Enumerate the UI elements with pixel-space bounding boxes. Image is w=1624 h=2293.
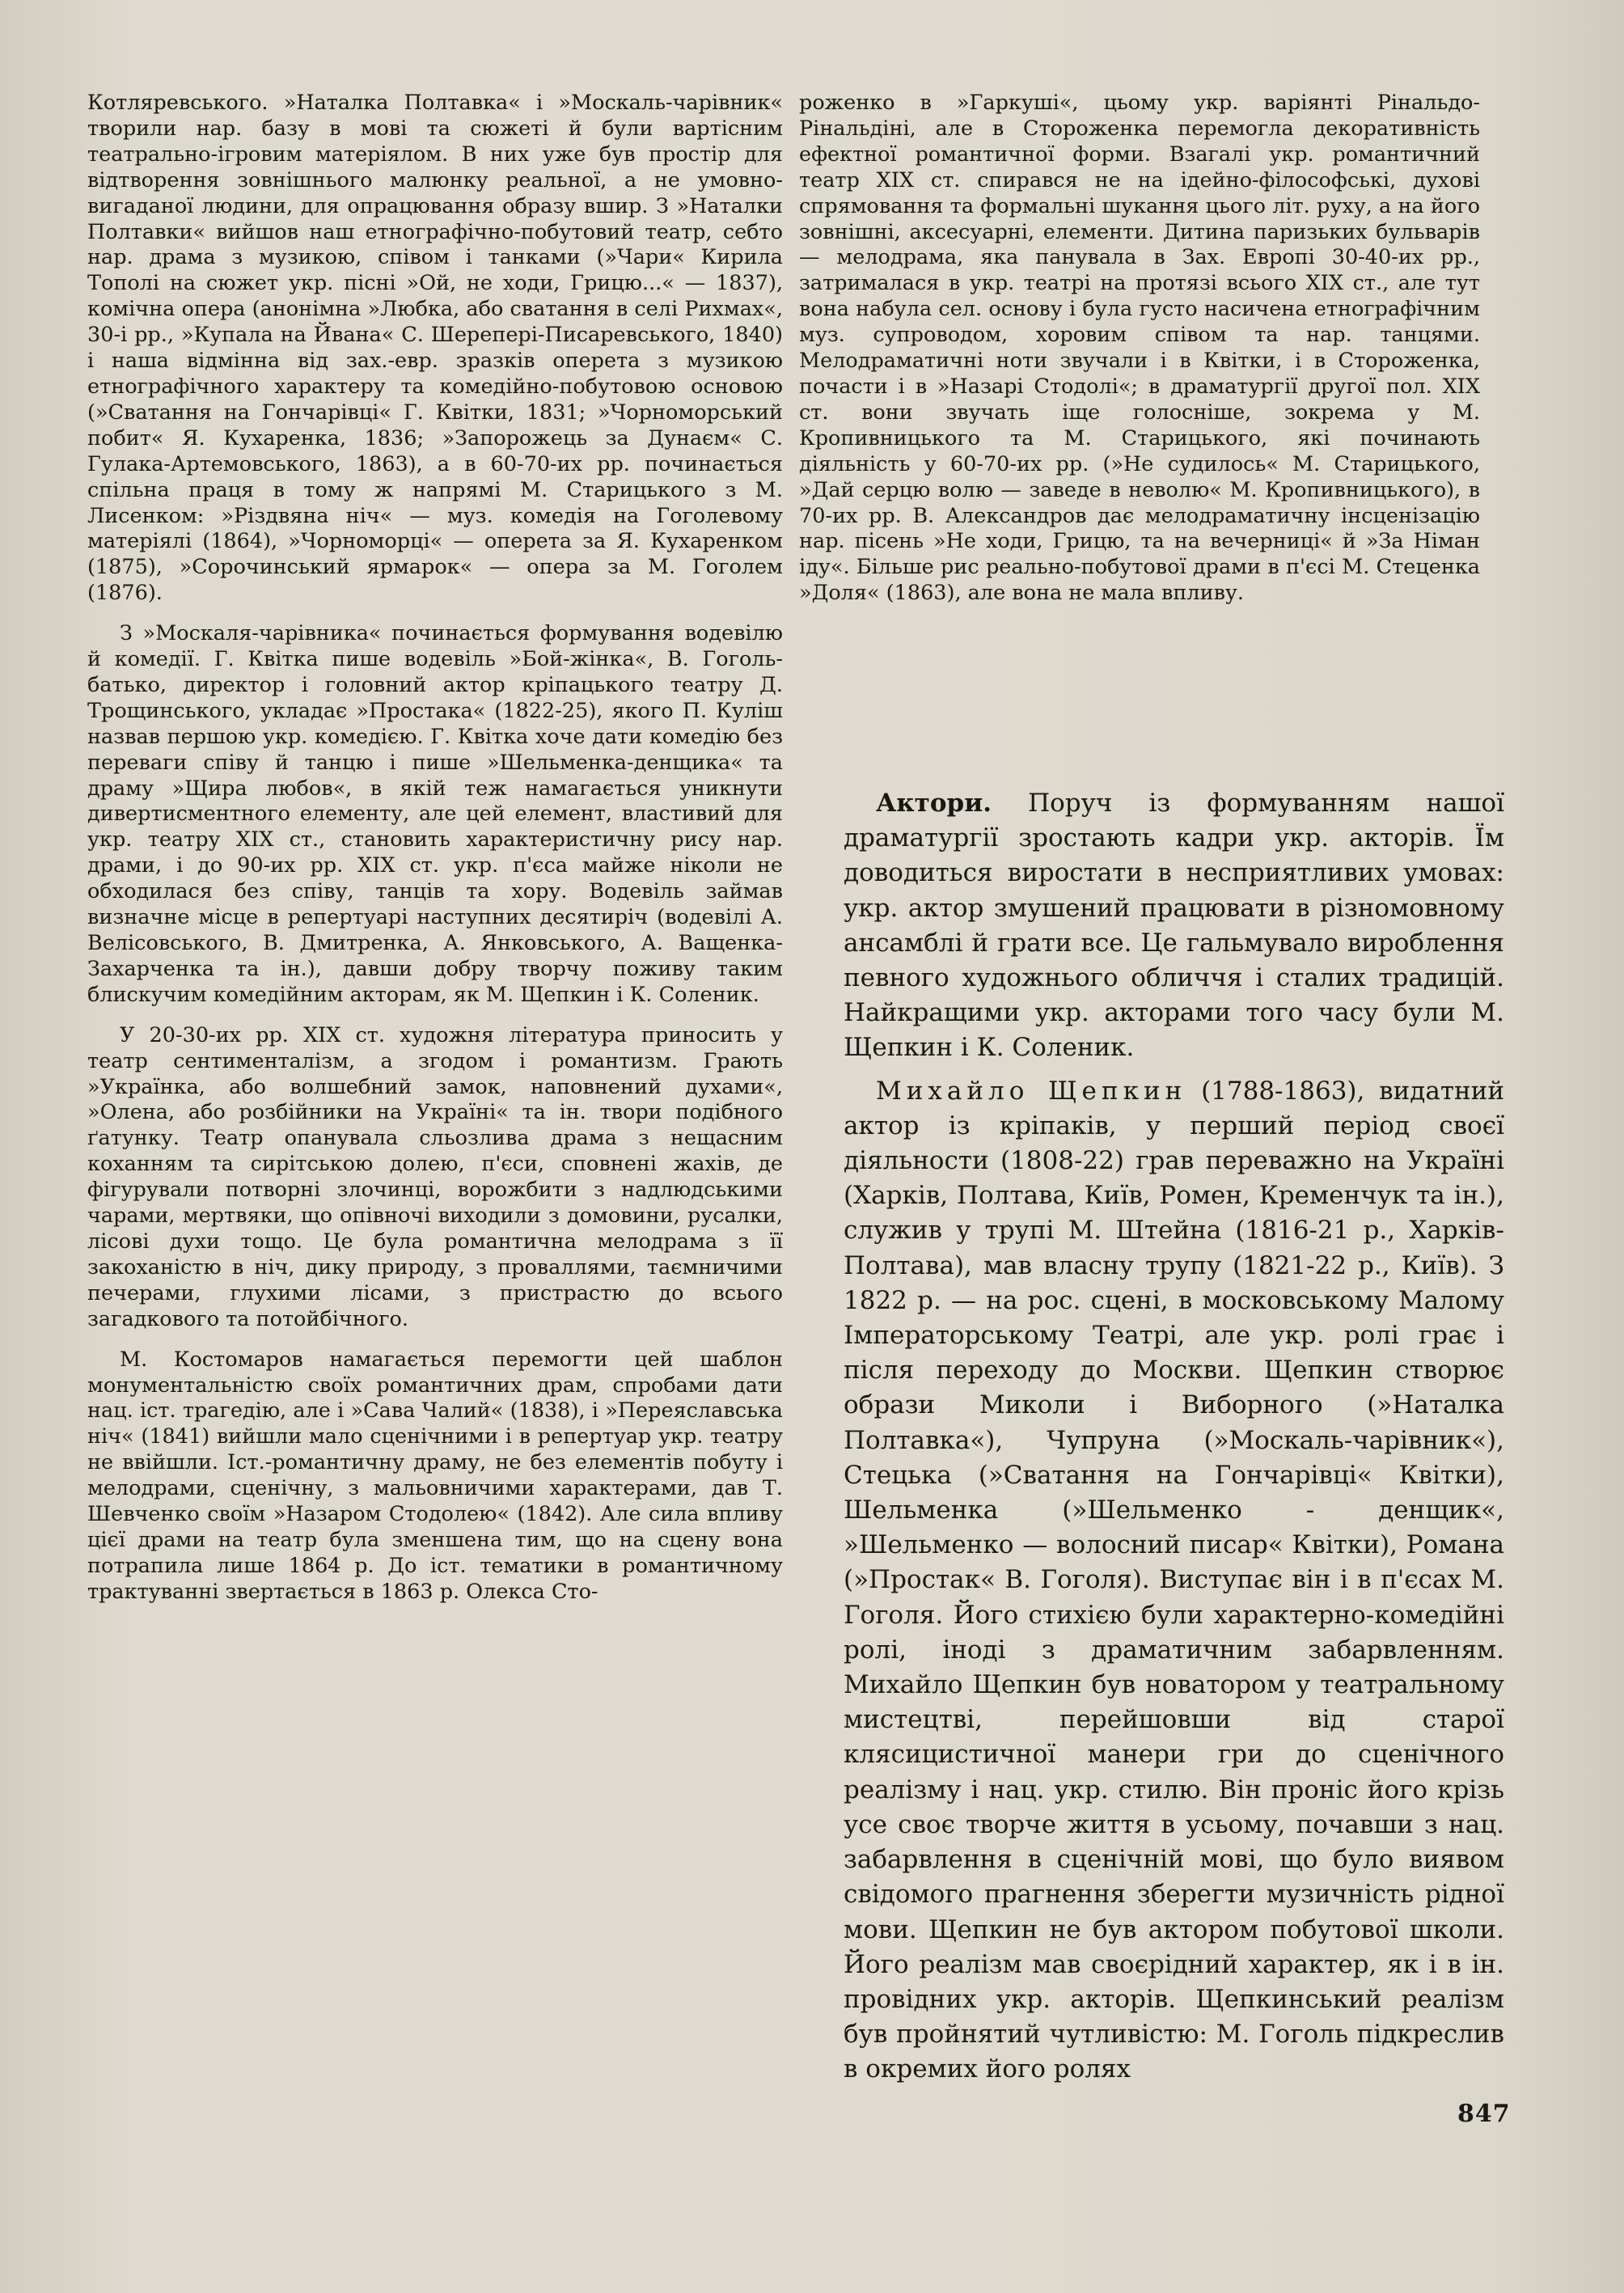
paragraph-kostomarov: М. Костомаров намагається перемогти цей шаблон монументальністю своїх романтичних драм, спробами дати нац. іст. трагедію, але і »Сава Чалий« (1838), і »Переяславська ніч« (1841) вийшли мало сценічними і в репертуар укр. театру не ввійшли. Іст.-романтичну драму, не без елементів побуту і мелодрами, сценічну, з мальовничими характерами, дав Т. Шевченко своїм »Назаром Стодолею« (1842). Але сила впливу цієї драми на театр була зменшена тим, що на сцену вона потрапила лише 1864 р. До іст. тематики в романтичному трактуванні звертається в 1863 р. Олекса Сто- xyxy=(87,1347,783,1604)
page-number: 847 xyxy=(1457,2100,1511,2128)
paragraph-melodrama: роженко в »Гаркуші«, цьому укр. варіянті Рінальдо-Рінальдіні, але в Стороженка перемогла декоративність ефектної романтичної форми. Взагалі укр. романтичний театр XIX ст. спирався не на ідейно-філософські, духові спрямовання та формальні шукання цього літ. руху, а на його зовнішні, аксесуарні, елементи. Дитина паризьких бульварів — мелодрама, яка панувала в Зах. Европі 30-40-их рр., затрималася в укр. театрі на протязі всього XIX ст., але тут вона набула сел. основу і була густо насичена етнографічним муз. супроводом, хоровим співом та нар. танцями. Мелодраматичні ноти звучали і в Квітки, і в Стороженка, почасти і в »Назарі Стодолі«; в драматургії другої пол. XIX ст. вони звучать іще голосніше, зокрема у М. Кропивницького та М. Старицького, які починають діяльність у 60-70-их рр. (»Не судилось« М. Старицького, »Дай серцю волю — заведе в неволю« М. Кропивницького), в 70-их рр. В. Александров дає мелодраматичну інсценізацію нар. пісень »Не ходи, Грицю, та на вечерниці« й »За Німан іду«. Більше рис реально-побутової драми в п'єсі М. Стеценка »Доля« (1863), але вона не мала впливу. xyxy=(799,91,1480,606)
paragraph-vaudeville: З »Москаля-чарівника« починається формування водевілю й комедії. Г. Квітка пише водевіль »Бой-жінка«, В. Гоголь-батько, директор і головний актор кріпацького театру Д. Трощинського, укладає »Простака« (1822-25), якого П. Куліш назвав першою укр. комедією. Г. Квітка хоче дати комедію без переваги співу й танцю і пише »Шельменка-денщика« та драму »Щира любов«, в якій теж намагається уникнути дивертисментного елементу, але цей елемент, властивий для укр. театру XIX ст., становить характеристичну рису нар. драми, і до 90-их рр. XIX ст. укр. п'єса майже ніколи не обходилася без співу, танців та хору. Водевіль займав визначне місце в репертуарі наступних десятиріч (водевілі А. Велісовського, В. Дмитренка, А. Янковського, А. Ващенка-Захарченка та ін.), давши добру творчу поживу таким блискучим комедійним акторам, як М. Щепкин і К. Соленик. xyxy=(87,621,783,1007)
paragraph-actors-intro xyxy=(844,786,1504,1066)
paragraph-shchepkin xyxy=(844,1074,1504,2088)
section-title-actors: Актори. xyxy=(876,789,992,818)
left-column xyxy=(87,91,783,1606)
right-column-top xyxy=(799,91,1480,607)
right-column-actors xyxy=(844,786,1504,2088)
paragraph-folk-opera: Котляревського. »Наталка Полтавка« і »Москаль-чарівник« творили нар. базу в мові та сюжеті й були вартісним театрально-ігровим матеріялом. В них уже був простір для відтворення зовнішнього малюнку реальної, а не умовно-вигаданої людини, для опрацювання образу вшир. З »Наталки Полтавки« вийшов наш етнографічно-побутовий театр, себто нар. драма з музикою, співом і танками (»Чари« Кирила Тополі на сюжет укр. пісні »Ой, не ходи, Грицю...« — 1837), комічна опера (анонімна »Любка, або сватання в селі Рихмах«, 30-і рр., »Купала на Йвана« С. Шереперi-Писаревського, 1840) і наша відмінна від зах.-евр. зразків оперета з музикою етнографічного характеру та комедійно-побутовою основою (»Сватання на Гончарівці« Г. Квітки, 1831; »Чорноморський побит« Я. Кухаренка, 1836; »Запорожець за Дунаєм« С. Гулака-Артемовського, 1863), а в 60-70-их рр. починається спільна праця в тому ж напрямі М. Старицького з М. Лисенком: »Різдвяна ніч« — муз. комедія на Гоголевому матеріялі (1864), »Чорноморці« — оперета за Я. Кухаренком (1875), »Сорочинський ярмарок« — опера за М. Гоголем (1876). xyxy=(87,91,783,606)
person-name-shchepkin: Михайло Щепкин xyxy=(876,1076,1187,1106)
actors-intro-text: Поруч із формуванням нашої драматургії зростають кадри укр. акторів. Їм доводиться виростати в несприятливих умовах: укр. актор змушений працювати в різномовному ансамблі й грати все. Це гальмувало вироблення певного художнього обличчя і сталих традицій. Найкращими укр. акторами того часу були М. Щепкин і К. Соленик. xyxy=(844,789,1504,1063)
paragraph-romanticism: У 20-30-их рр. XIX ст. художня література приносить у театр сентименталізм, а згодом і романтизм. Грають »Українка, або волшебний замок, наповнений духами«, »Олена, або розбійники на Україні« та ін. твори подібного ґатунку. Театр опанувала сльозлива драма з нещасним коханням та сирітською долею, п'єси, сповнені жахів, де фігурували потворні злочинці, ворожбити з надлюдськими чарами, мертвяки, що опівночі виходили з домовини, русалки, лісові духи тощо. Це була романтична мелодрама з її закоханістю в ніч, дику природу, з проваллями, таємничими печерами, глухими лісами, з пристрастю до всього загадкового та потойбічного. xyxy=(87,1022,783,1331)
shchepkin-biography-text: (1788-1863), видатний актор із кріпаків, у перший період своєї діяльности (1808-22) грав переважно на Україні (Харків, Полтава, Київ, Ромен, Кременчук та ін.), служив у трупі М. Штейна (1816-21 р., Харків-Полтава), мав власну трупу (1821-22 р., Київ). З 1822 р. — на рос. сцені, в московському Малому Імператорському Театрі, але укр. ролі грає і після переходу до Москви. Щепкин створює образи Миколи і Виборного (»Наталка Полтавка«), Чупруна (»Москаль-чарівник«), Стецька (»Сватання на Гончарівці« Квітки), Шельменка (»Шельменко - денщик«, »Шельменко — волосний писар« Квітки), Романа (»Простак« В. Гоголя). Виступає він і в п'єсах М. Гоголя. Його стихією були характерно-комедійні ролі, іноді з драматичним забарвленням. Михайло Щепкин був новатором у театральному мистецтві, перейшовши від старої клясицистичної манери гри до сценічного реалізму і нац. укр. стилю. Він проніс його крізь усе своє творче життя в усьому, почавши з нац. забарвлення в сценічній мові, що було виявом свідомого прагнення зберегти музичність рідної мови. Щепкин не був актором побутової школи. Його реалізм мав своєрідний характер, як і в ін. провідних укр. акторів. Щепкинський реалізм був пройнятий чутливістю: М. Гоголь підкреслив в окремих його ролях xyxy=(844,1076,1504,2084)
